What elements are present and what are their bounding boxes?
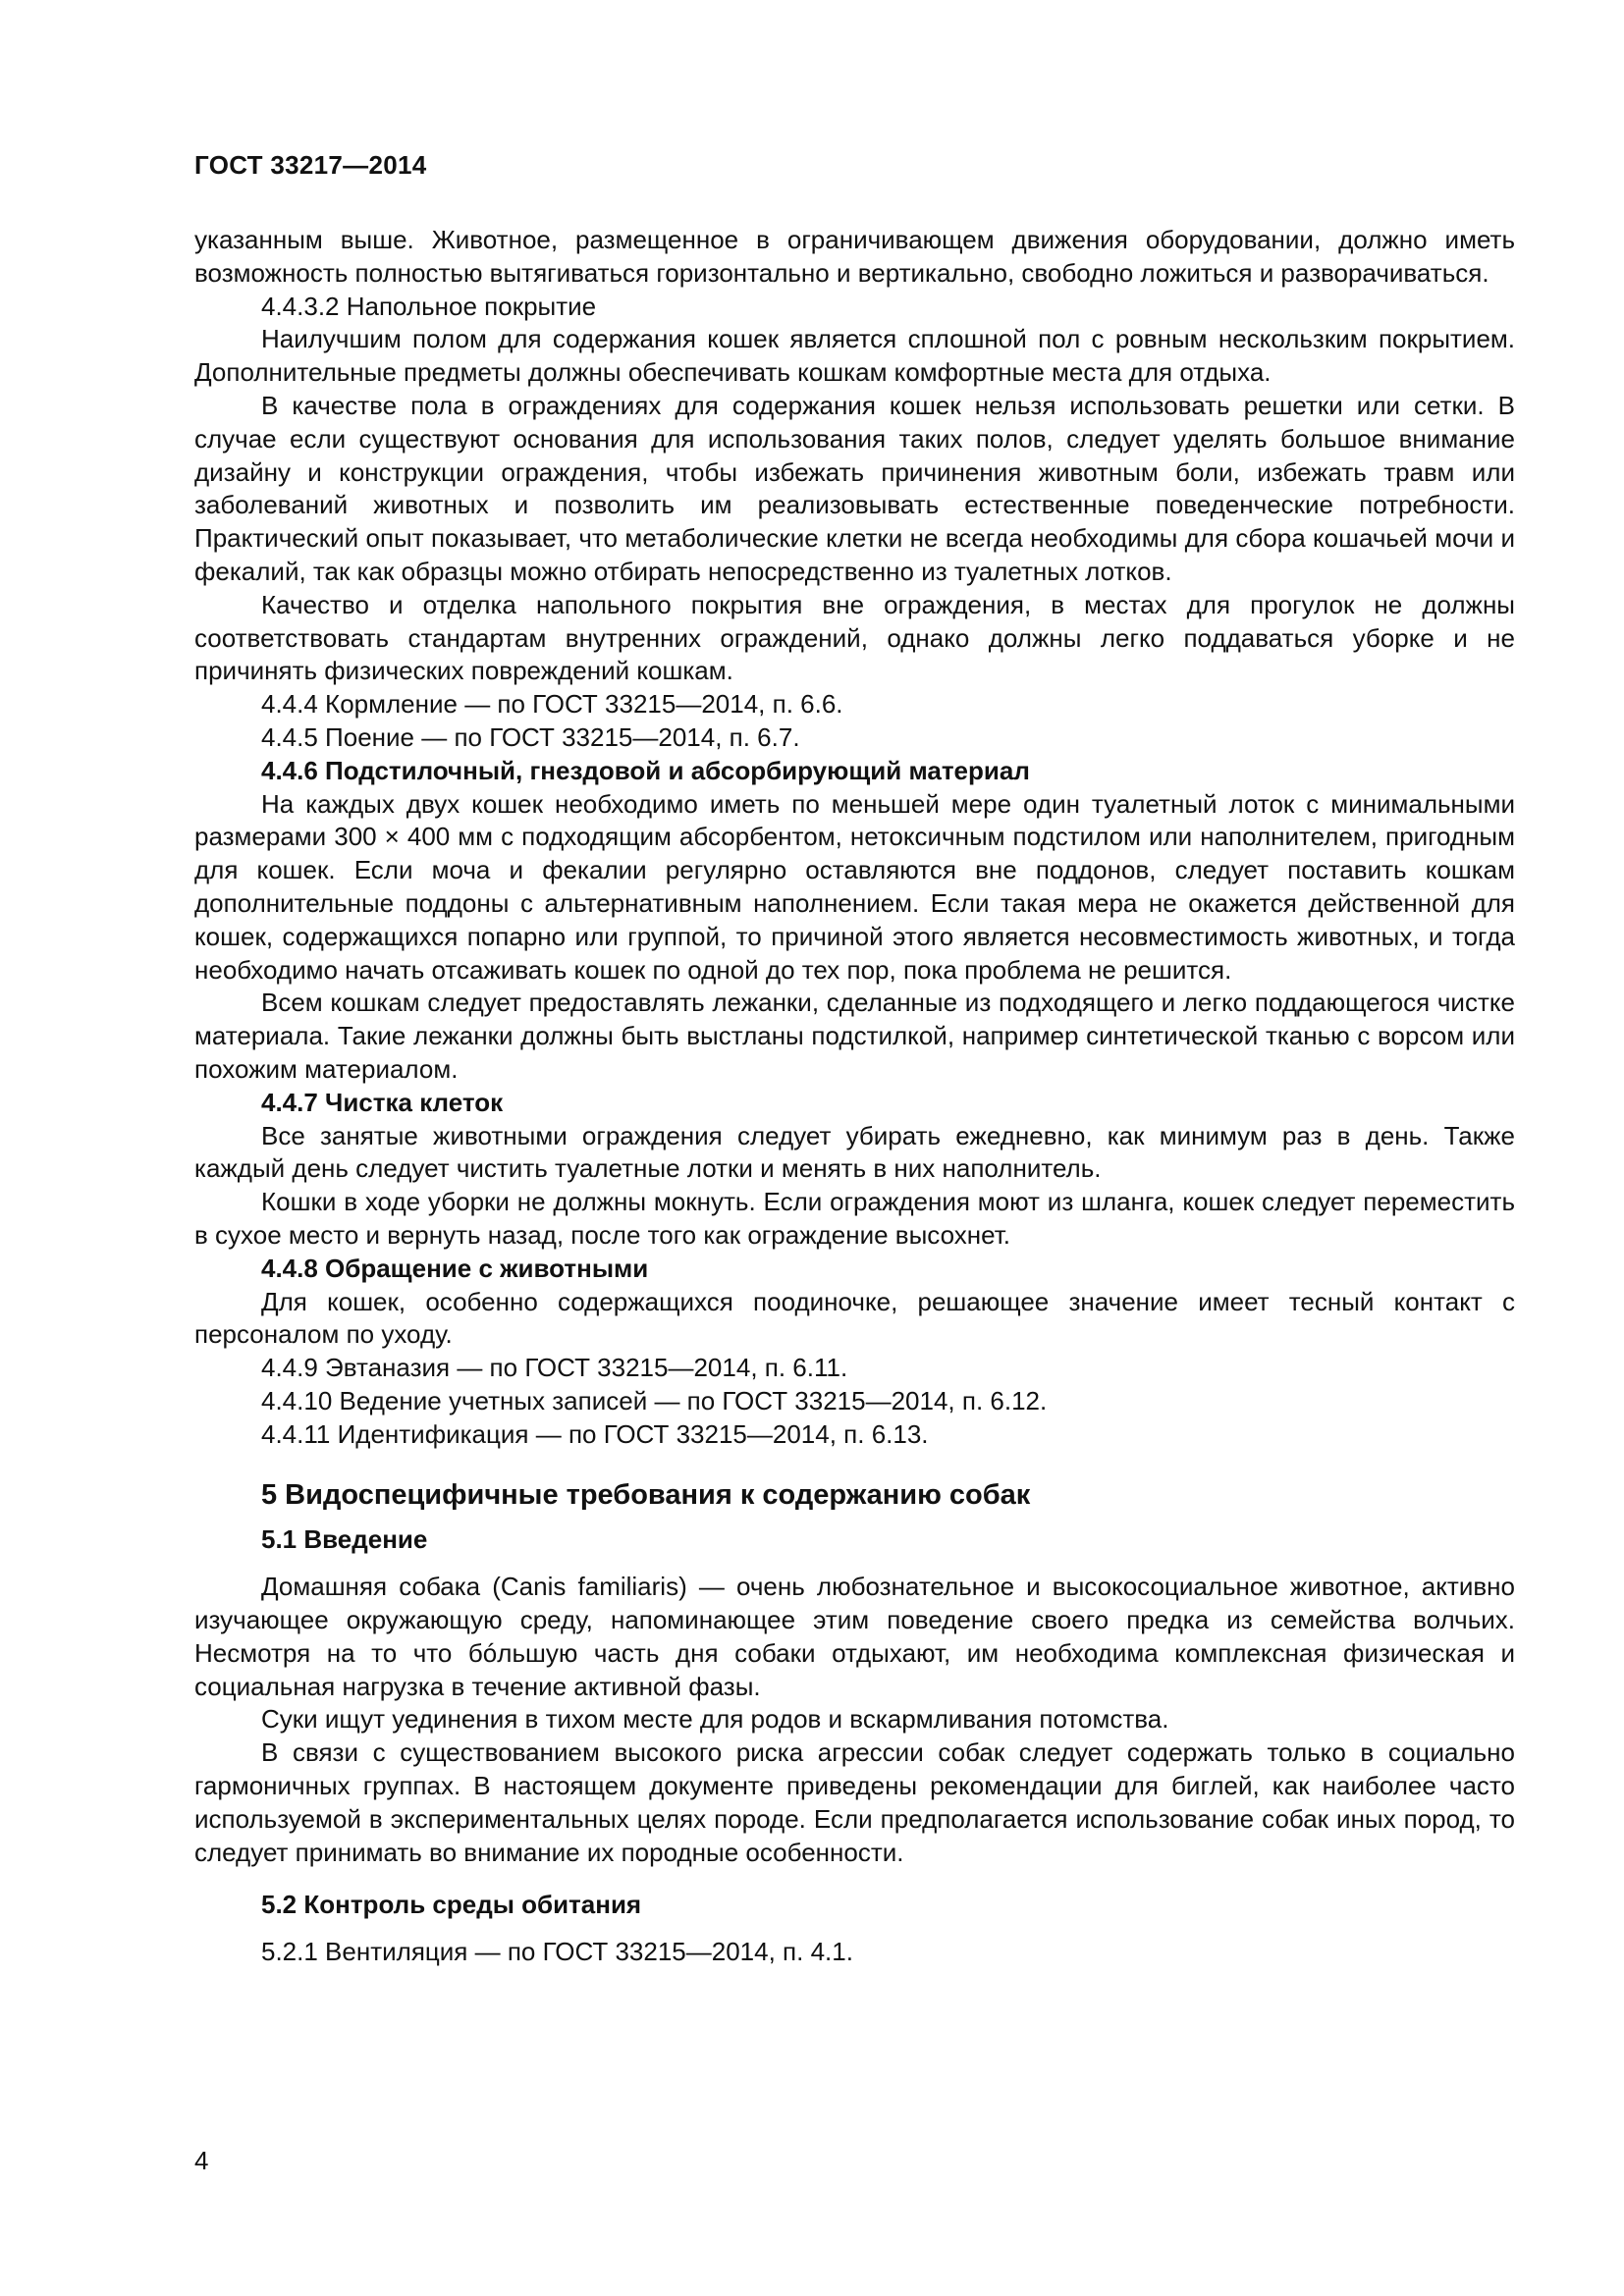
clause-4-4-9: 4.4.9 Эвтаназия — по ГОСТ 33215—2014, п. 6.11. bbox=[261, 1353, 848, 1383]
subsection-heading-4-4-6: 4.4.6 Подстилочный, гнездовой и абсорбирующий материал bbox=[261, 755, 1030, 785]
paragraph: На каждых двух кошек необходимо иметь по меньшей мере один туалетный лоток с минимальными размерами 300 × 400 мм с подходящим абсорбентом, нетоксичным подстилом или наполнителем, пригодным для кошек. Если моча и фекалии регулярно оставляются вне поддонов, следует поставить кошкам дополнительные поддоны с альтернативным наполнением. Если такая мера не окажется действенной для кошек, содержащихся попарно или группой, то причиной этого является несовместимость животных, и тогда необходимо начать отсаживать кошек по одной до тех пор, пока проблема не решится. bbox=[194, 788, 1515, 985]
clause-5-2-1: 5.2.1 Вентиляция — по ГОСТ 33215—2014, п. 4.1. bbox=[261, 1937, 853, 1967]
paragraph: Все занятые животными ограждения следует убирать ежедневно, как минимум раз в день. Также каждый день следует чистить туалетные лотки и менять в них наполнитель. bbox=[194, 1120, 1515, 1184]
section-heading-5: 5 Видоспецифичные требования к содержанию собак bbox=[261, 1479, 1031, 1512]
clause-4-4-4: 4.4.4 Кормление — по ГОСТ 33215—2014, п. 6.6. bbox=[261, 689, 843, 720]
paragraph: Домашняя собака (Canis familiaris) — очень любознательное и высокосоциальное животное, активно изучающее окружающую среду, напоминающее этим поведение своего предка из семейства волчьих. Несмотря на то что бóльшую часть дня собаки отдыхают, им необходима комплексная физическая и социальная нагрузка в течение активной фазы. bbox=[194, 1572, 1515, 1701]
paragraph: Кошки в ходе уборки не должны мокнуть. Если ограждения моют из шланга, кошек следует переместить в сухое место и вернуть назад, после того как ограждение высохнет. bbox=[194, 1187, 1515, 1250]
subsection-heading-4-4-8: 4.4.8 Обращение с животными bbox=[261, 1253, 649, 1283]
document-header: ГОСТ 33217—2014 bbox=[194, 150, 427, 180]
paragraph: Для кошек, особенно содержащихся поодиночке, решающее значение имеет тесный контакт с персоналом по уходу. bbox=[194, 1286, 1515, 1350]
subsection-heading-4-4-3-2: 4.4.3.2 Напольное покрытие bbox=[261, 291, 597, 321]
subsection-heading-5-2: 5.2 Контроль среды обитания bbox=[261, 1890, 642, 1920]
clause-4-4-10: 4.4.10 Ведение учетных записей — по ГОСТ 33215—2014, п. 6.12. bbox=[261, 1385, 1048, 1415]
paragraph: Наилучшим полом для содержания кошек является сплошной пол с ровным нескользким покрытием. Дополнительные предметы должны обеспечивать кошкам комфортные места для отдыха. bbox=[194, 324, 1515, 388]
clause-4-4-5: 4.4.5 Поение — по ГОСТ 33215—2014, п. 6.7. bbox=[261, 721, 800, 752]
paragraph: Качество и отделка напольного покрытия вне ограждения, в местах для прогулок не должны соответствовать стандартам внутренних ограждений, однако должны легко поддаваться уборке и не причинять физических повреждений кошкам. bbox=[194, 589, 1515, 686]
paragraph: Всем кошкам следует предоставлять лежанки, сделанные из подходящего и легко поддающегося чистке материала. Такие лежанки должны быть выстланы подстилкой, например синтетической тканью с ворсом или похожим материалом. bbox=[194, 988, 1515, 1084]
document-body bbox=[194, 224, 1515, 1969]
paragraph: В связи с существованием высокого риска агрессии собак следует содержать только в социально гармоничных группах. В настоящем документе приведены рекомендации для биглей, как наиболее часто используемой в экспериментальных целях породе. Если предполагается использование собак иных пород, то следует принимать во внимание их породные особенности. bbox=[194, 1737, 1515, 1867]
clause-4-4-11: 4.4.11 Идентификация — по ГОСТ 33215—2014, п. 6.13. bbox=[261, 1418, 929, 1449]
subsection-heading-5-1: 5.1 Введение bbox=[261, 1524, 428, 1555]
page-number: 4 bbox=[194, 2146, 209, 2175]
paragraph-continuation: указанным выше. Животное, размещенное в ограничивающем движения оборудовании, должно иметь возможность полностью вытягиваться горизонтально и вертикально, свободно ложиться и разворачиваться. bbox=[194, 225, 1515, 288]
subsection-heading-4-4-7: 4.4.7 Чистка клеток bbox=[261, 1087, 504, 1117]
paragraph: Суки ищут уединения в тихом месте для родов и вскармливания потомства. bbox=[261, 1704, 1169, 1735]
paragraph: В качестве пола в ограждениях для содержания кошек нельзя использовать решетки или сетки. В случае если существуют основания для использования таких полов, следует уделять большое внимание дизайну и конструкции ограждения, чтобы избежать причинения животным боли, избежать травм или заболеваний животных и позволить им реализовывать естественные поведенческие потребности. Практический опыт показывает, что метаболические клетки не всегда необходимы для сбора кошачьей мочи и фекалий, так как образцы можно отбирать непосредственно из туалетных лотков. bbox=[194, 390, 1515, 586]
